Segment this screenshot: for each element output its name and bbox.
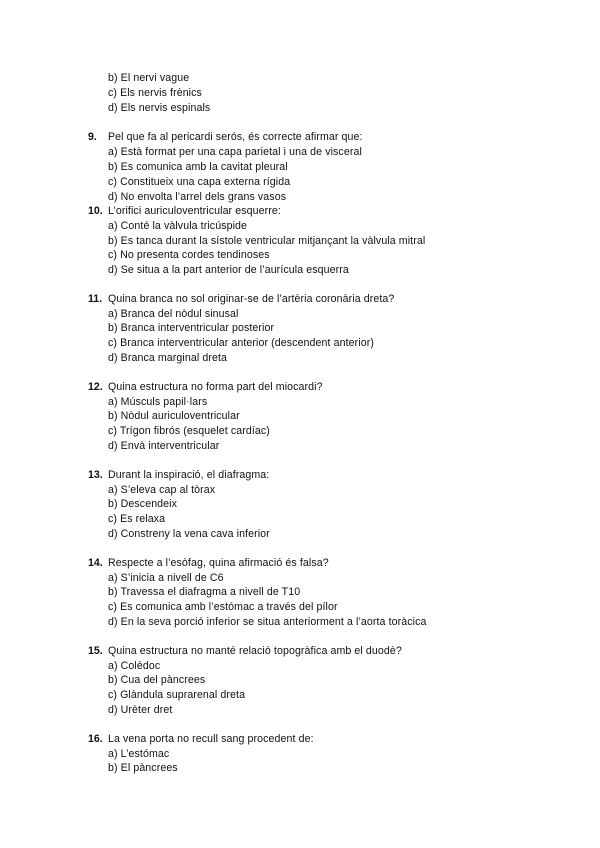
option-line: c) Branca interventricular anterior (descendent anterior) (108, 337, 374, 349)
option-line: d) No envolta l’arrel dels grans vasos (108, 191, 287, 203)
option-line: b) Branca interventricular posterior (108, 322, 275, 334)
question-text: Quina branca no sol originar-se de l’artèria coronària dreta? (108, 293, 395, 305)
question-number: 11. (88, 293, 103, 305)
option-line: d) Els nervis espinals (108, 102, 211, 114)
question-number: 10. (88, 205, 103, 217)
option-line: a) Està format per una capa parietal i una de visceral (108, 146, 362, 158)
option-line: d) Urèter dret (108, 704, 173, 716)
question-number: 13. (88, 469, 103, 481)
option-line: a) L’estómac (108, 748, 170, 760)
option-line: c) Es relaxa (108, 513, 166, 525)
option-line: d) Branca marginal dreta (108, 352, 227, 364)
option-line: b) Descendeix (108, 498, 178, 510)
option-line: b) Es tanca durant la sístole ventricular mitjançant la vàlvula mitral (108, 235, 426, 247)
option-line: a) Branca del nòdul sinusal (108, 308, 239, 320)
question-number: 14. (88, 557, 103, 569)
option-line: c) Es comunica amb l’estómac a través del pílor (108, 601, 338, 613)
option-line: b) Es comunica amb la cavitat pleural (108, 161, 288, 173)
option-line: a) Colèdoc (108, 660, 161, 672)
option-line: a) S’inicia a nivell de C6 (108, 572, 224, 584)
question-text: La vena porta no recull sang procedent de: (108, 733, 314, 745)
option-line: b) Nòdul auriculoventricular (108, 410, 240, 422)
option-line: c) Trígon fibrós (esquelet cardíac) (108, 425, 270, 437)
option-line: a) Músculs papil·lars (108, 396, 208, 408)
option-line: d) Se situa a la part anterior de l’aurícula esquerra (108, 264, 349, 276)
question-number: 15. (88, 645, 103, 657)
option-line: b) Cua del pàncrees (108, 674, 206, 686)
question-text: Pel que fa al pericardi serós, és correcte afirmar que: (108, 131, 363, 143)
option-line: d) En la seva porció inferior se situa anteriorment a l’aorta toràcica (108, 616, 427, 628)
option-line: d) Constreny la vena cava inferior (108, 528, 270, 540)
option-line: b) El pàncrees (108, 762, 178, 774)
question-text: Quina estructura no manté relació topogràfica amb el duodè? (108, 645, 402, 657)
question-text: Durant la inspiració, el diafragma: (108, 469, 270, 481)
question-number: 16. (88, 733, 103, 745)
question-number: 12. (88, 381, 103, 393)
option-line: c) Constitueix una capa externa rígida (108, 176, 291, 188)
option-line: a) S’eleva cap al tòrax (108, 484, 216, 496)
option-line: b) El nervi vague (108, 72, 190, 84)
option-line: c) Glàndula suprarenal dreta (108, 689, 246, 701)
option-line: c) Els nervis frènics (108, 87, 202, 99)
question-text: Quina estructura no forma part del miocardi? (108, 381, 323, 393)
option-line: a) Conté la vàlvula tricúspide (108, 220, 248, 232)
question-text: L’orifici auriculoventricular esquerre: (108, 205, 281, 217)
question-number: 9. (88, 131, 97, 143)
option-line: d) Envà interventricular (108, 440, 220, 452)
question-text: Respecte a l’esòfag, quina afirmació és falsa? (108, 557, 329, 569)
option-line: b) Travessa el diafragma a nivell de T10 (108, 586, 301, 598)
option-line: c) No presenta cordes tendinoses (108, 249, 270, 261)
